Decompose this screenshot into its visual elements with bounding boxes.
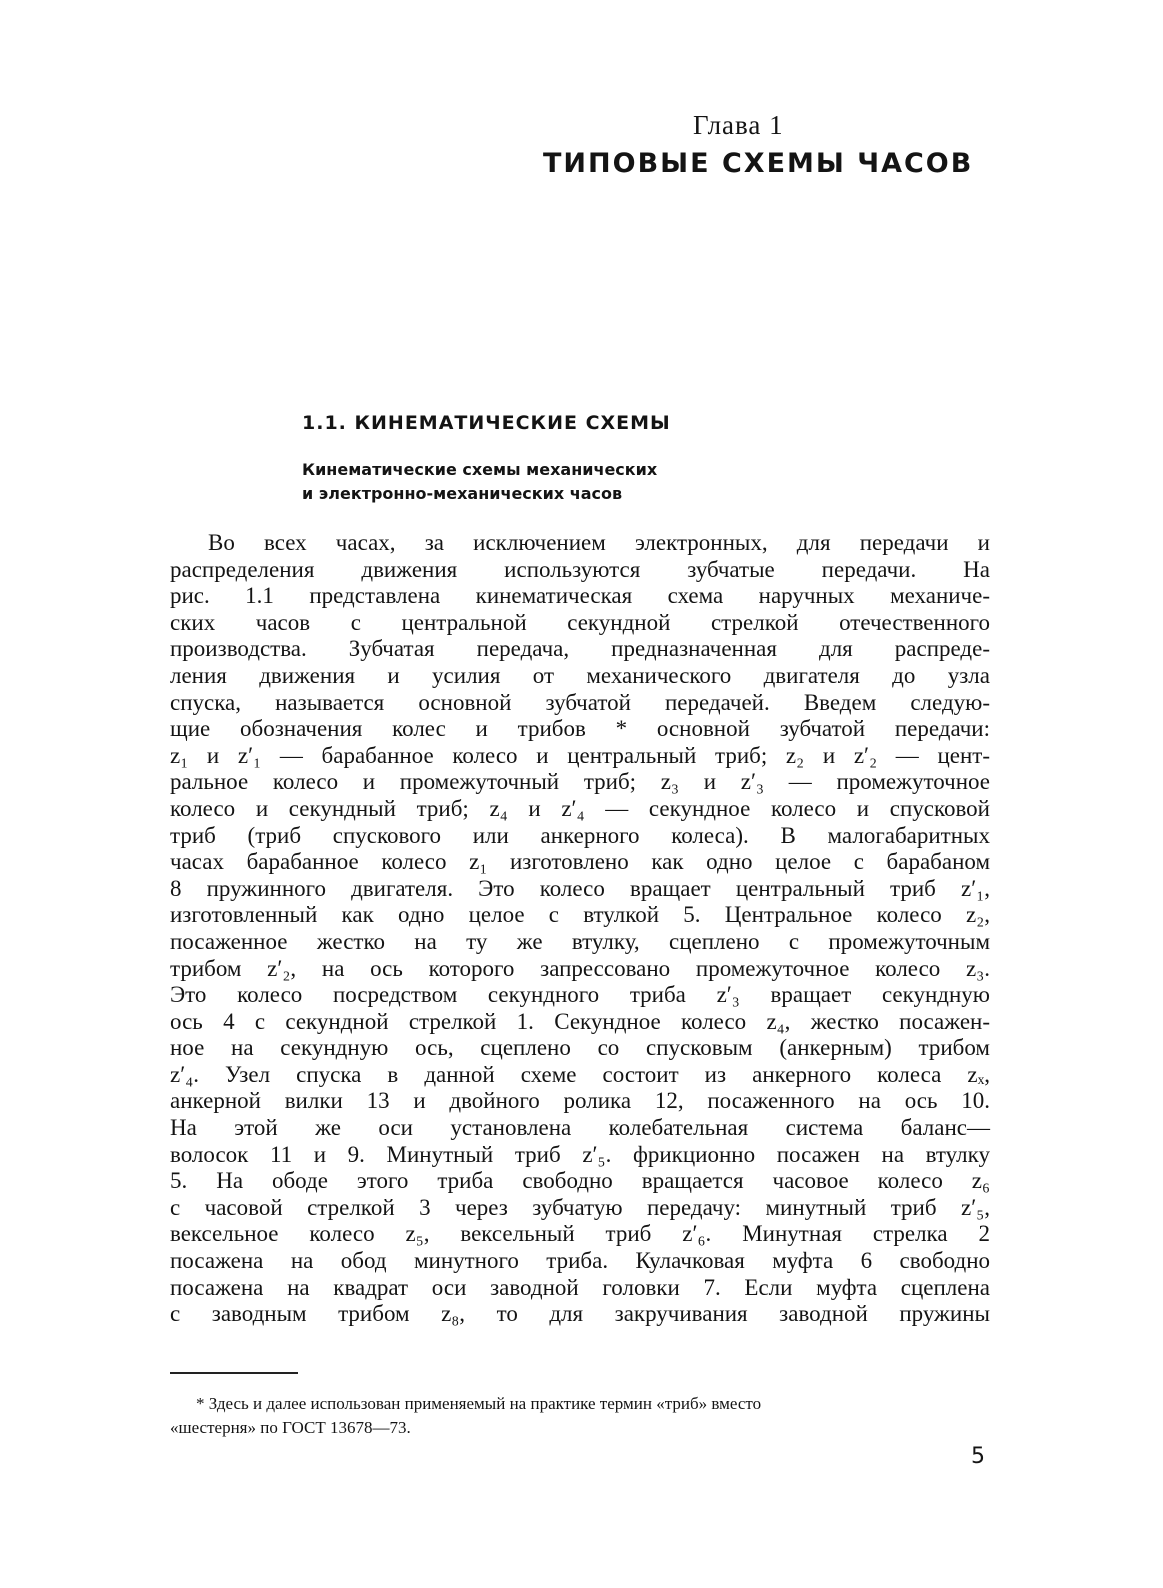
- body-line: с часовой стрелкой 3 через зубчатую передачу: минутный триб z′₅,: [170, 1194, 990, 1220]
- subsection-title: [302, 458, 657, 506]
- body-line: рис. 1.1 представлена кинематическая схема наручных механиче-: [170, 583, 990, 609]
- footnote-line: «шестерня» по ГОСТ 13678—73.: [170, 1418, 411, 1437]
- body-line: Это колесо посредством секундного триба z′₃ вращает секундную: [170, 982, 990, 1008]
- body-line: ральное колесо и промежуточный триб; z₃ и z′₃ — промежуточное: [170, 769, 990, 795]
- body-line: 8 пружинного двигателя. Это колесо вращает центральный триб z′₁,: [170, 875, 990, 901]
- footnote-divider: [170, 1372, 298, 1374]
- subsection-title-line: и электронно-механических часов: [302, 484, 623, 503]
- section-title: 1.1. КИНЕМАТИЧЕСКИЕ СХЕМЫ: [302, 412, 671, 434]
- body-line: На этой же оси установлена колебательная система баланс—: [170, 1115, 990, 1141]
- body-line: часах барабанное колесо z₁ изготовлено как одно целое с барабаном: [170, 849, 990, 875]
- body-line: z₁ и z′₁ — барабанное колесо и центральный триб; z₂ и z′₂ — цент-: [170, 742, 990, 768]
- body-line: с заводным трибом z₈, то для закручивания заводной пружины: [170, 1301, 990, 1327]
- body-line: колесо и секундный триб; z₄ и z′₄ — секундное колесо и спусковой: [170, 795, 990, 821]
- body-line: триб (триб спускового или анкерного колеса). В малогабаритных: [170, 822, 990, 848]
- body-line: распределения движения используются зубчатые передачи. На: [170, 556, 990, 582]
- body-line: волосок 11 и 9. Минутный триб z′₅. фрикционно посажен на втулку: [170, 1141, 990, 1167]
- body-line: производства. Зубчатая передача, предназначенная для распреде-: [170, 636, 990, 662]
- body-line: ских часов с центральной секундной стрелкой отечественного: [170, 609, 990, 635]
- body-line: спуска, называется основной зубчатой передачей. Введем следую-: [170, 689, 990, 715]
- body-line: ное на секундную ось, сцеплено со спусковым (анкерным) трибом: [170, 1035, 990, 1061]
- body-line: ось 4 с секундной стрелкой 1. Секундное колесо z₄, жестко посажен-: [170, 1008, 990, 1034]
- body-text: [170, 530, 990, 1328]
- body-line: трибом z′₂, на ось которого запрессовано промежуточное колесо z₃.: [170, 955, 990, 981]
- body-line: z′₄. Узел спуска в данной схеме состоит из анкерного колеса zₓ,: [170, 1061, 990, 1087]
- body-line: щие обозначения колес и трибов * основной зубчатой передачи:: [170, 716, 990, 742]
- body-line: Во всех часах, за исключением электронных, для передачи и: [208, 530, 990, 555]
- body-line: посажена на обод минутного триба. Кулачковая муфта 6 свободно: [170, 1248, 990, 1274]
- body-line: ления движения и усилия от механического двигателя до узла: [170, 662, 990, 688]
- body-line: 5. На ободе этого триба свободно вращается часовое колесо z₆: [170, 1168, 990, 1194]
- footnote-line: * Здесь и далее использован применяемый на практике термин «триб» вместо: [196, 1394, 762, 1413]
- body-line: анкерной вилки 13 и двойного ролика 12, посаженного на ось 10.: [170, 1088, 990, 1114]
- body-line: посаженное жестко на ту же втулку, сцеплено с промежуточным: [170, 928, 990, 954]
- body-line: изготовленный как одно целое с втулкой 5. Центральное колесо z₂,: [170, 902, 990, 928]
- subsection-title-line: Кинематические схемы механических: [302, 460, 658, 479]
- body-line: вексельное колесо z₅, вексельный триб z′₆. Минутная стрелка 2: [170, 1221, 990, 1247]
- footnote: [170, 1392, 990, 1440]
- body-line: посажена на квадрат оси заводной головки 7. Если муфта сцеплена: [170, 1274, 990, 1300]
- page-number: 5: [971, 1444, 985, 1469]
- chapter-title: ТИПОВЫЕ СХЕМЫ ЧАСОВ: [543, 148, 974, 179]
- chapter-label: Глава 1: [693, 110, 784, 140]
